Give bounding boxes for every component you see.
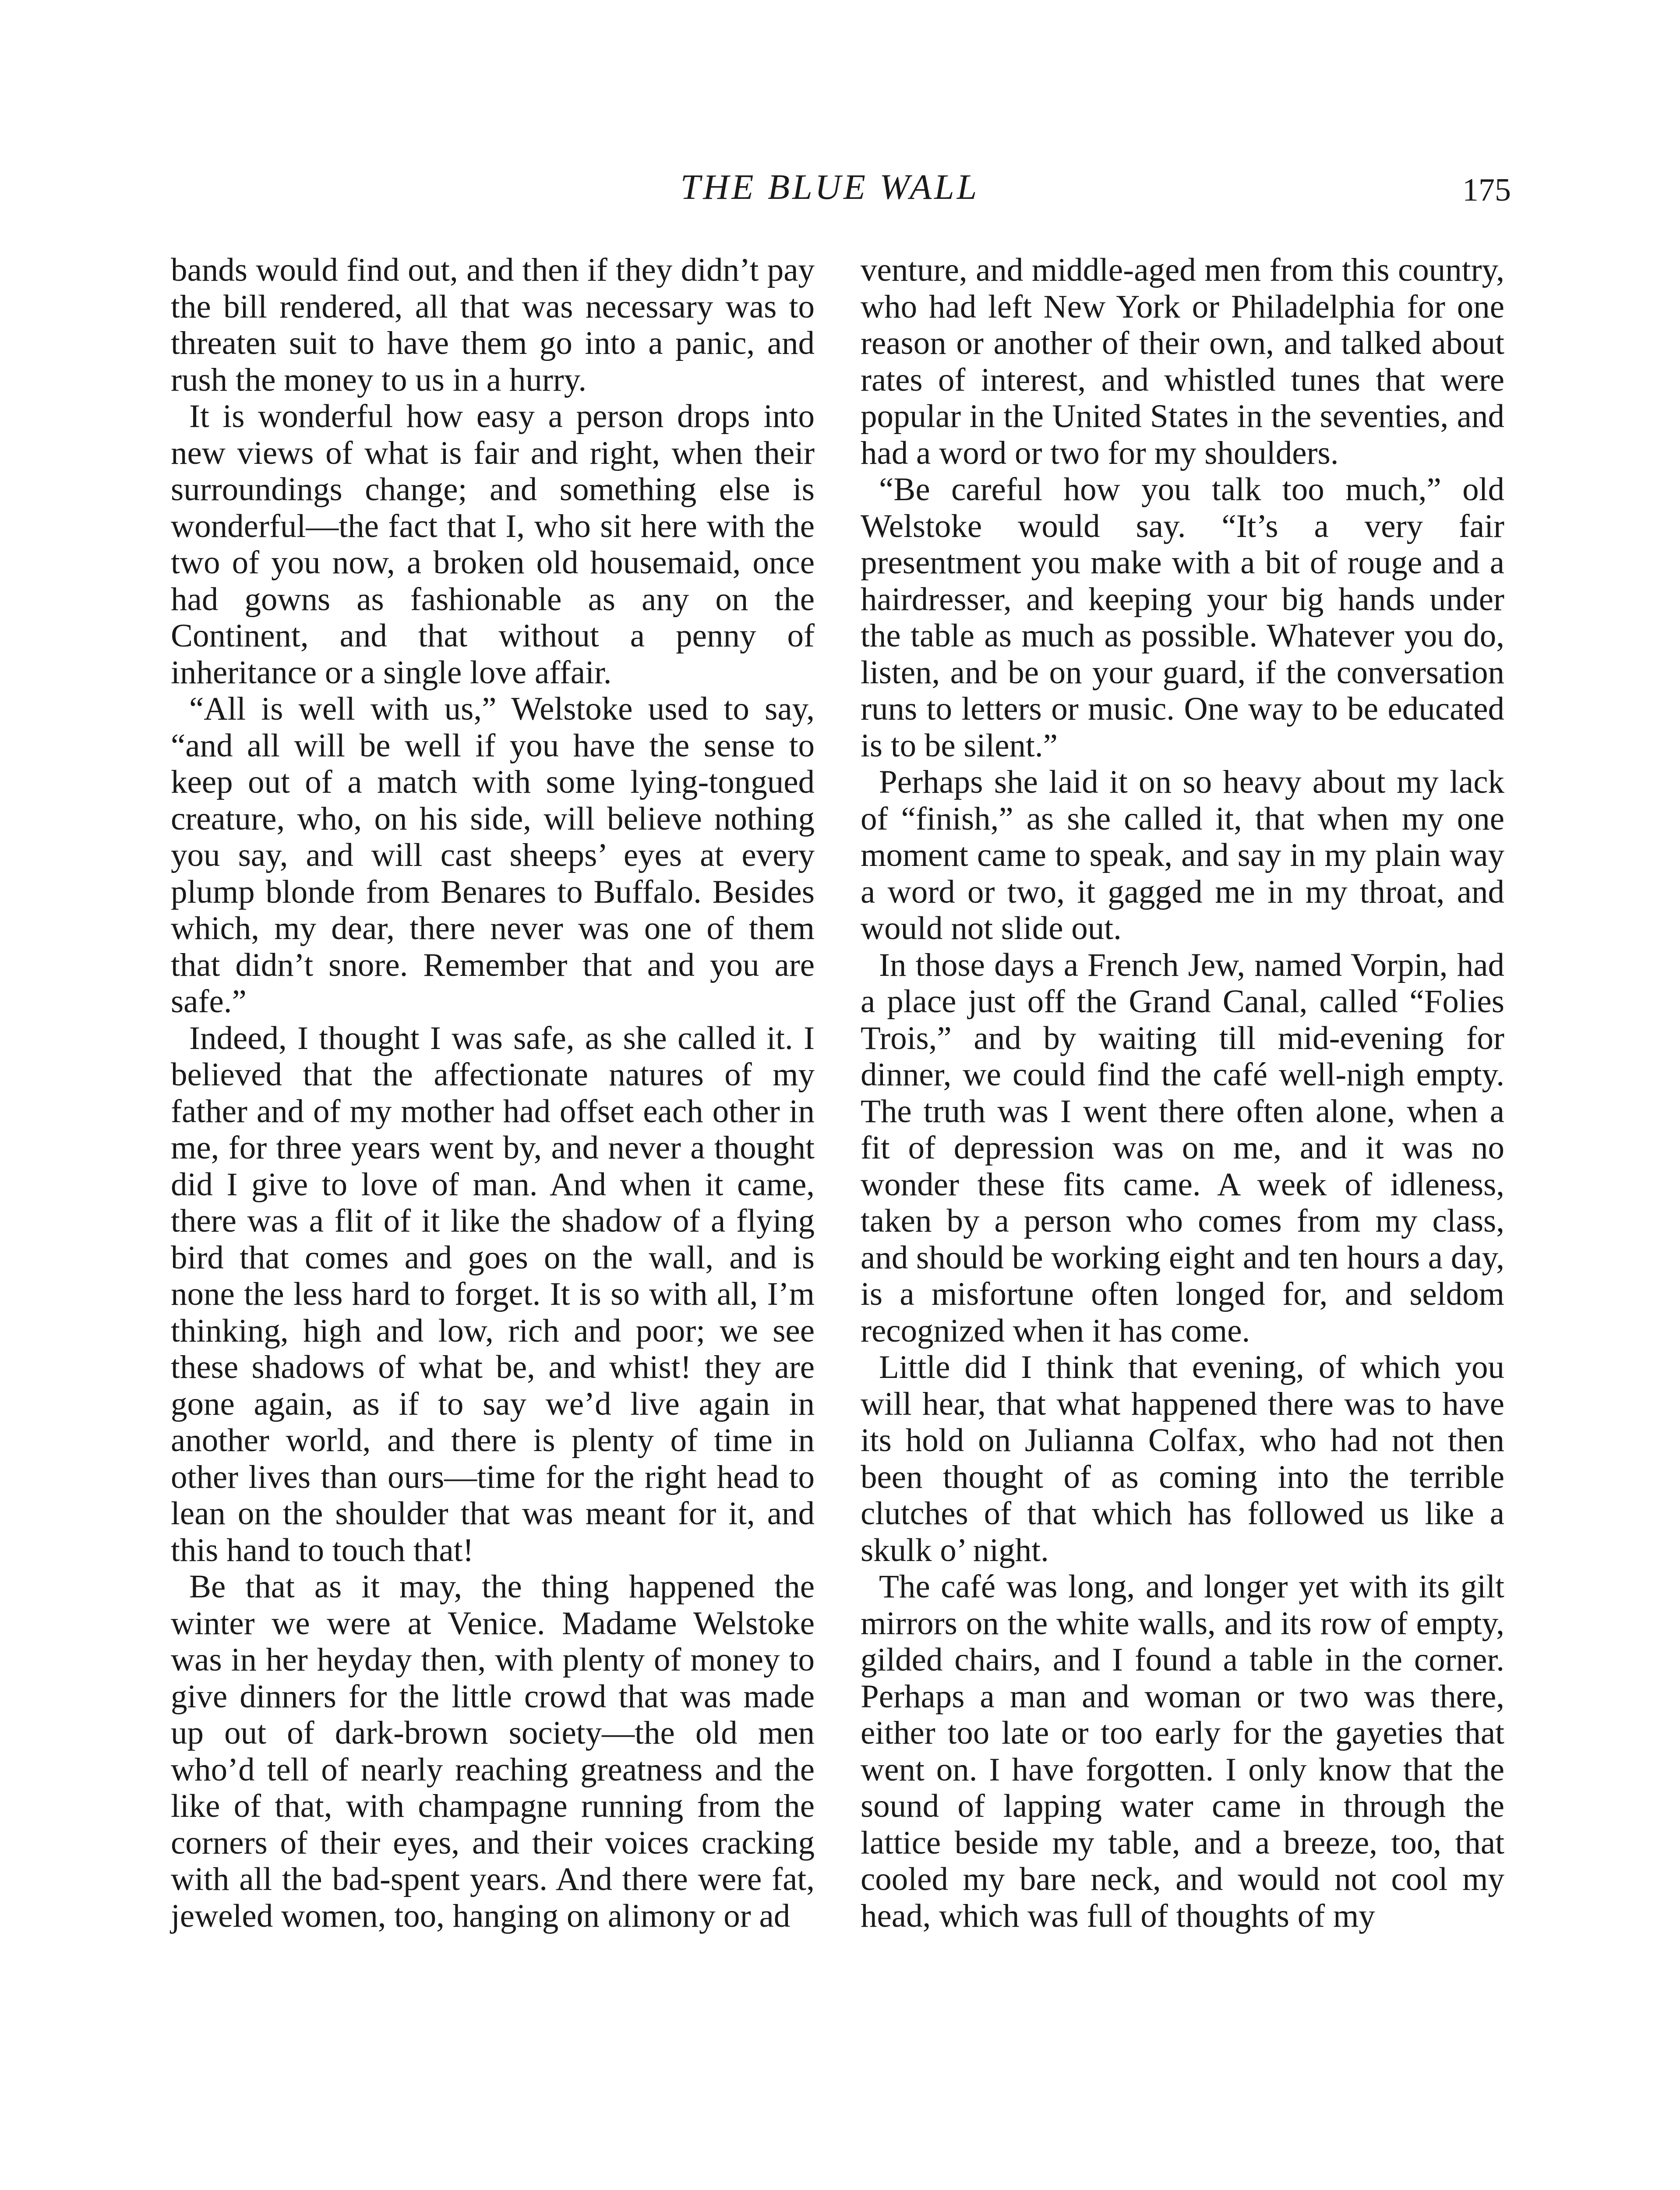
paragraph: Be that as it may, the thing happened the winter we were at Venice. Madame Welstoke was in her heyday then, with plenty of money to give dinners for the little crowd that was made up out of dark-brown society—the old men who’d tell of nearly reaching greatness and the like of that, with champagne running from the corners of their eyes, and their voices cracking with all the bad-spent years. And there were fat, jeweled women, too, hanging on alimony or ad: [171, 1568, 815, 1934]
paragraph: bands would find out, and then if they didn’t pay the bill rendered, all that was necessary was to threaten suit to have them go into a panic, and rush the money to us in a hurry.: [171, 252, 815, 398]
paragraph: The café was long, and longer yet with its gilt mirrors on the white walls, and its row of empty, gilded chairs, and I found a table in the corner. Perhaps a man and woman or two was there, either too late or too early for the gayeties that went on. I have forgotten. I only know that the sound of lapping water came in through the lattice beside my table, and a breeze, too, that cooled my bare neck, and would not cool my head, which was full of thoughts of my: [861, 1568, 1504, 1934]
paragraph: Little did I think that evening, of which you will hear, that what happened there was to have its hold on Julianna Colfax, who had not then been thought of as coming into the terrible clutches of that which has followed us like a skulk o’ night.: [861, 1349, 1504, 1568]
page-number: 175: [1462, 172, 1511, 208]
paragraph: “Be careful how you talk too much,” old Welstoke would say. “It’s a very fair presentment you make with a bit of rouge and a hairdresser, and keeping your big hands under the table as much as possible. Whatever you do, listen, and be on your guard, if the conversation runs to letters or music. One way to be educated is to be silent.”: [861, 471, 1504, 764]
paragraph: Indeed, I thought I was safe, as she called it. I believed that the affectionate natures of my father and of my mother had offset each other in me, for three years went by, and never a thought did I give to love of man. And when it came, there was a flit of it like the shadow of a flying bird that comes and goes on the wall, and is none the less hard to forget. It is so with all, I’m thinking, high and low, rich and poor; we see these shadows of what be, and whist! they are gone again, as if to say we’d live again in another world, and there is plenty of time in other lives than ours—time for the right head to lean on the shoulder that was meant for it, and this hand to touch that!: [171, 1020, 815, 1568]
left-column: [171, 252, 815, 1934]
right-column: [861, 252, 1504, 1934]
paragraph: Perhaps she laid it on so heavy about my lack of “finish,” as she called it, that when my one moment came to speak, and say in my plain way a word or two, it gagged me in my throat, and would not slide out.: [861, 764, 1504, 947]
running-title: THE BLUE WALL: [680, 167, 980, 207]
paragraph: It is wonderful how easy a person drops into new views of what is fair and right, when their surroundings change; and something else is wonderful—the fact that I, who sit here with the two of you now, a broken old housemaid, once had gowns as fashionable as any on the Continent, and that without a penny of inheritance or a single love affair.: [171, 398, 815, 691]
paragraph: “All is well with us,” Welstoke used to say, “and all will be well if you have the sense to keep out of a match with some lying-tongued creature, who, on his side, will believe nothing you say, and will cast sheeps’ eyes at every plump blonde from Benares to Buffalo. Besides which, my dear, there never was one of them that didn’t snore. Remember that and you are safe.”: [171, 691, 815, 1020]
paragraph: In those days a French Jew, named Vorpin, had a place just off the Grand Canal, called “Folies Trois,” and by waiting till mid-evening for dinner, we could find the café well-nigh empty. The truth was I went there often alone, when a fit of depression was on me, and it was no wonder these fits came. A week of idleness, taken by a person who comes from my class, and should be working eight and ten hours a day, is a misfortune often longed for, and seldom recognized when it has come.: [861, 947, 1504, 1349]
paragraph: venture, and middle-aged men from this country, who had left New York or Philadelphia for one reason or another of their own, and talked about rates of interest, and whistled tunes that were popular in the United States in the seventies, and had a word or two for my shoulders.: [861, 252, 1504, 471]
